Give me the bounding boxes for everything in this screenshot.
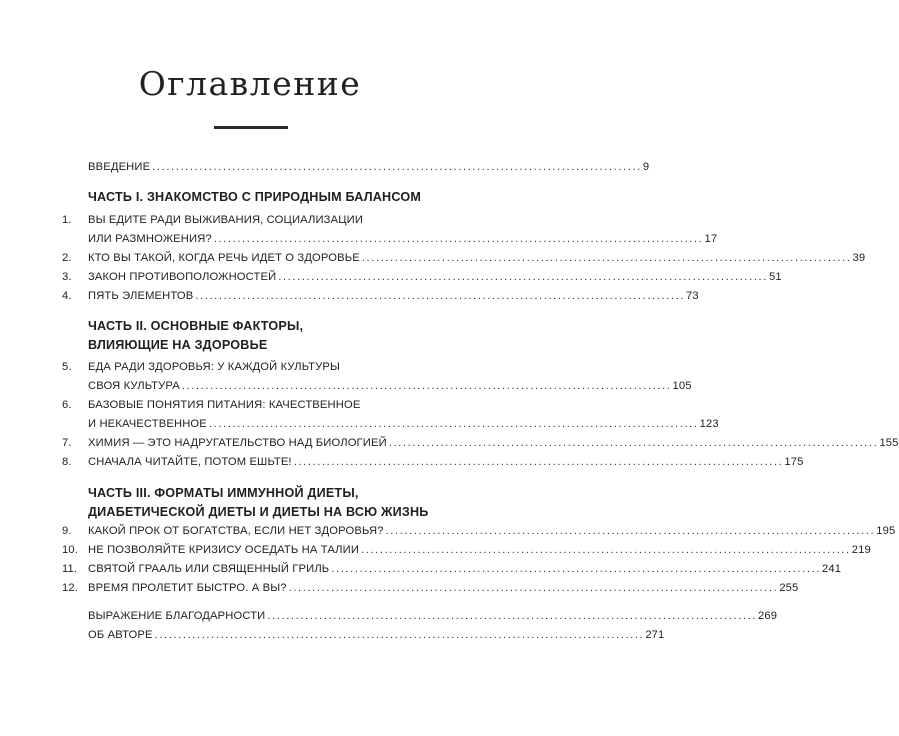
toc-entry-page: 219: [851, 544, 871, 556]
toc-entry-title: ВЫРАЖЕНИЕ БЛАГОДАРНОСТИ: [88, 610, 266, 622]
toc-entry-chapter-3[interactable]: [62, 271, 782, 291]
toc-entry-page: 51: [768, 271, 782, 283]
part-heading-line: ЧАСТЬ I. ЗНАКОМСТВО С ПРИРОДНЫМ БАЛАНСОМ: [88, 190, 422, 204]
part-heading-line: ВЛИЯЮЩИЕ НА ЗДОРОВЬЕ: [88, 338, 268, 352]
toc-entry-title: БАЗОВЫЕ ПОНЯТИЯ ПИТАНИЯ: КАЧЕСТВЕННОЕ: [88, 399, 361, 411]
toc-entry-title: ВРЕМЯ ПРОЛЕТИТ БЫСТРО. А ВЫ?: [88, 582, 287, 594]
toc-entry-chapter-5[interactable]: [62, 361, 436, 381]
page-title: Оглавление: [138, 64, 362, 103]
dot-leader: ........................................................................................................: [293, 456, 784, 468]
toc-entry-page: 39: [852, 252, 866, 264]
toc-entry-chapter-4[interactable]: [62, 290, 699, 310]
dot-leader: ........................................................................................................: [154, 629, 645, 641]
part-heading-line: ЧАСТЬ II. ОСНОВНЫЕ ФАКТОРЫ,: [88, 319, 304, 333]
toc-entry-chapter-8[interactable]: [62, 456, 804, 476]
toc-entry-page: 255: [779, 582, 799, 594]
toc-entry-chapter-6-cont[interactable]: [62, 418, 719, 438]
dot-leader: ........................................................................................................: [213, 233, 704, 245]
part-heading-line: ДИАБЕТИЧЕСКОЙ ДИЕТЫ И ДИЕТЫ НА ВСЮ ЖИЗНЬ: [88, 505, 429, 519]
toc-entry-title-cont: ИЛИ РАЗМНОЖЕНИЯ?: [88, 233, 212, 245]
toc-entry-chapter-10[interactable]: [62, 544, 871, 564]
dot-leader: ........................................................................................................: [208, 418, 699, 430]
dot-leader: ........................................................................................................: [267, 610, 758, 622]
toc-entry-intro[interactable]: [62, 161, 650, 181]
toc-entry-title: ХИМИЯ — ЭТО НАДРУГАТЕЛЬСТВО НАД БИОЛОГИЕЙ: [88, 437, 387, 449]
toc-entry-number: 3.: [62, 271, 72, 283]
toc-entry-number: 10.: [62, 544, 79, 556]
toc-entry-page: 241: [821, 563, 842, 575]
toc-entry-title: СНАЧАЛА ЧИТАЙТЕ, ПОТОМ ЕШЬТЕ!: [88, 456, 292, 468]
toc-entry-number: 5.: [62, 361, 72, 373]
part-heading-1: [88, 188, 448, 207]
toc-entry-number: 9.: [62, 525, 72, 537]
toc-entry-number: 12.: [62, 582, 79, 594]
toc-entry-chapter-1[interactable]: [62, 214, 436, 234]
part-heading-2: [88, 317, 448, 355]
toc-entry-chapter-2[interactable]: [62, 252, 866, 272]
toc-entry-number: 8.: [62, 456, 72, 468]
toc-entry-chapter-7[interactable]: [62, 437, 899, 457]
toc-entry-title: ЕДА РАДИ ЗДОРОВЬЯ: У КАЖДОЙ КУЛЬТУРЫ: [88, 361, 341, 373]
toc-entry-chapter-5-cont[interactable]: [62, 380, 692, 400]
title-divider: [214, 126, 288, 129]
toc-entry-title: НЕ ПОЗВОЛЯЙТЕ КРИЗИСУ ОСЕДАТЬ НА ТАЛИИ: [88, 544, 360, 556]
dot-leader: ........................................................................................................: [331, 563, 821, 575]
toc-entry-number: 2.: [62, 252, 72, 264]
dot-leader: ........................................................................................................: [195, 290, 686, 302]
toc-entry-page: 73: [686, 290, 699, 302]
toc-entry-title: КТО ВЫ ТАКОЙ, КОГДА РЕЧЬ ИДЕТ О ЗДОРОВЬЕ: [88, 252, 360, 264]
toc-entry-chapter-12[interactable]: [62, 582, 799, 602]
toc-entry-about-author[interactable]: [62, 629, 665, 649]
toc-entry-number: 4.: [62, 290, 72, 302]
toc-entry-acknowledgements[interactable]: [62, 610, 778, 630]
toc-entry-number: 11.: [62, 563, 78, 575]
toc-entry-title: ЗАКОН ПРОТИВОПОЛОЖНОСТЕЙ: [88, 271, 277, 283]
toc-entry-page: 271: [645, 629, 665, 641]
toc-entry-title: СВЯТОЙ ГРААЛЬ ИЛИ СВЯЩЕННЫЙ ГРИЛЬ: [88, 563, 330, 575]
toc-entry-page: 155: [879, 437, 899, 449]
toc-entry-page: 17: [704, 233, 718, 245]
toc-entry-chapter-9[interactable]: [62, 525, 896, 545]
dot-leader: ........................................................................................................: [361, 252, 852, 264]
toc-entry-title: ПЯТЬ ЭЛЕМЕНТОВ: [88, 290, 194, 302]
toc-entry-page: 105: [672, 380, 692, 392]
dot-leader: ........................................................................................................: [361, 544, 851, 556]
toc-entry-page: 175: [784, 456, 804, 468]
toc-entry-page: 269: [758, 610, 778, 622]
toc-entry-chapter-6[interactable]: [62, 399, 436, 419]
dot-leader: ........................................................................................................: [385, 525, 876, 537]
part-heading-3: [88, 484, 448, 522]
toc-entry-title: ОБ АВТОРЕ: [88, 629, 153, 641]
dot-leader: ........................................................................................................: [152, 161, 642, 173]
toc-entry-chapter-1-cont[interactable]: [62, 233, 718, 253]
toc-entry-title: ВВЕДЕНИЕ: [88, 161, 151, 173]
toc-entry-title: ВЫ ЕДИТЕ РАДИ ВЫЖИВАНИЯ, СОЦИАЛИЗАЦИИ: [88, 214, 364, 226]
part-heading-line: ЧАСТЬ III. ФОРМАТЫ ИММУННОЙ ДИЕТЫ,: [88, 486, 359, 500]
toc-entry-page: 123: [699, 418, 719, 430]
toc-entry-page: 195: [876, 525, 896, 537]
dot-leader: ........................................................................................................: [388, 437, 879, 449]
toc-entry-title-cont: И НЕКАЧЕСТВЕННОЕ: [88, 418, 207, 430]
toc-entry-chapter-11[interactable]: [62, 563, 842, 583]
dot-leader: ........................................................................................................: [278, 271, 768, 283]
toc-entry-title-cont: СВОЯ КУЛЬТУРА: [88, 380, 180, 392]
toc-entry-number: 6.: [62, 399, 72, 411]
toc-entry-page: 9: [642, 161, 650, 173]
toc-entry-number: 1.: [62, 214, 72, 226]
toc-entry-title: КАКОЙ ПРОК ОТ БОГАТСТВА, ЕСЛИ НЕТ ЗДОРОВЬЯ?: [88, 525, 384, 537]
dot-leader: ........................................................................................................: [181, 380, 672, 392]
toc-entry-number: 7.: [62, 437, 72, 449]
dot-leader: ........................................................................................................: [288, 582, 779, 594]
